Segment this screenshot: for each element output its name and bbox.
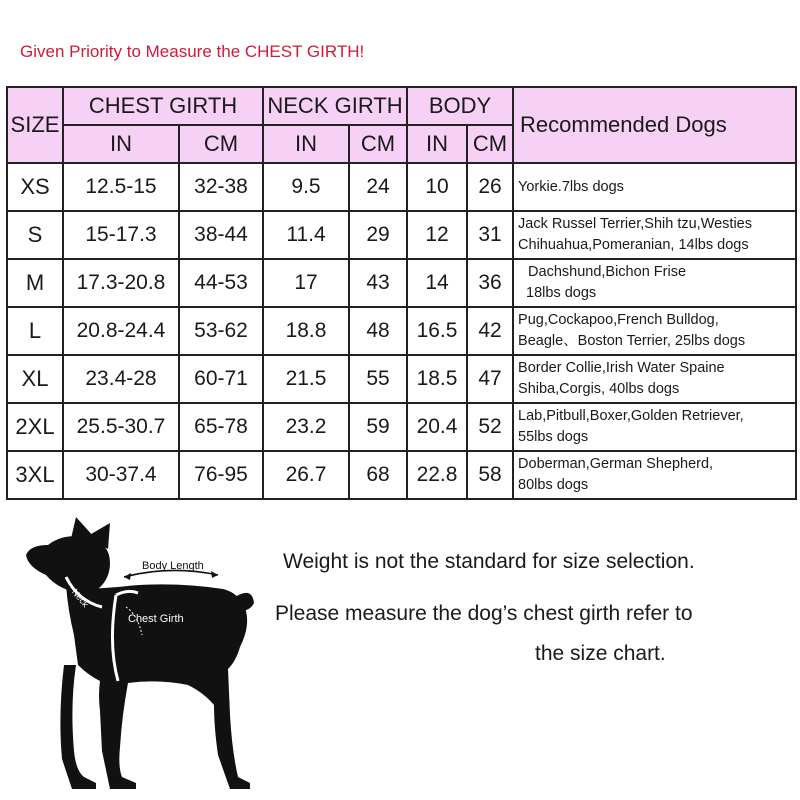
chest-in-cell: 15-17.3 — [63, 211, 179, 259]
recommended-dogs-cell — [513, 259, 796, 307]
chest-cm-cell: 76-95 — [179, 451, 263, 499]
neck-cm-cell: 48 — [349, 307, 407, 355]
header-chest-cm: CM — [179, 125, 263, 163]
size-cell: M — [7, 259, 63, 307]
chest-cm-cell: 38-44 — [179, 211, 263, 259]
neck-in-cell: 9.5 — [263, 163, 349, 211]
body-in-cell: 20.4 — [407, 403, 467, 451]
dog-silhouette-icon — [18, 515, 273, 795]
note-weight: Weight is not the standard for size selection. — [283, 550, 695, 573]
chest-cm-cell: 44-53 — [179, 259, 263, 307]
header-chest-girth: CHEST GIRTH — [63, 87, 263, 125]
table-row — [7, 355, 796, 403]
dogs-line-1: Jack Russel Terrier,Shih tzu,Westies — [518, 216, 752, 232]
table-row — [7, 259, 796, 307]
chest-cm-cell: 53-62 — [179, 307, 263, 355]
size-cell: 2XL — [7, 403, 63, 451]
neck-in-cell: 11.4 — [263, 211, 349, 259]
size-chart-table — [6, 86, 797, 500]
header-body-cm: CM — [467, 125, 513, 163]
body-cm-cell: 58 — [467, 451, 513, 499]
neck-in-cell: 21.5 — [263, 355, 349, 403]
body-in-cell: 22.8 — [407, 451, 467, 499]
body-cm-cell: 42 — [467, 307, 513, 355]
neck-in-cell: 17 — [263, 259, 349, 307]
table-row — [7, 307, 796, 355]
body-cm-cell: 26 — [467, 163, 513, 211]
table-row — [7, 403, 796, 451]
recommended-dogs-cell — [513, 307, 796, 355]
neck-in-cell: 26.7 — [263, 451, 349, 499]
size-cell: 3XL — [7, 451, 63, 499]
table-row — [7, 211, 796, 259]
header-recommended-dogs: Recommended Dogs — [513, 87, 796, 163]
header-size: SIZE — [7, 87, 63, 163]
body-cm-cell: 47 — [467, 355, 513, 403]
body-cm-cell: 31 — [467, 211, 513, 259]
body-in-cell: 18.5 — [407, 355, 467, 403]
recommended-dogs-cell — [513, 211, 796, 259]
neck-cm-cell: 55 — [349, 355, 407, 403]
priority-banner: Given Priority to Measure the CHEST GIRTH! — [20, 42, 365, 61]
chest-cm-cell: 65-78 — [179, 403, 263, 451]
neck-label: Neck — [69, 586, 91, 610]
dogs-line-1: Doberman,German Shepherd, — [518, 456, 714, 472]
dogs-line-1: Border Collie,Irish Water Spaine — [518, 360, 725, 376]
header-body-in: IN — [407, 125, 467, 163]
header-neck-girth: NECK GIRTH — [263, 87, 407, 125]
body-length-label: Body Length — [142, 560, 204, 572]
dogs-line-2: 18lbs dogs — [526, 285, 597, 301]
dogs-line-1: Pug,Cockapoo,French Bulldog, — [518, 312, 719, 328]
size-cell: L — [7, 307, 63, 355]
size-cell: XL — [7, 355, 63, 403]
neck-cm-cell: 24 — [349, 163, 407, 211]
dogs-line-2: Beagle、Boston Terrier, 25lbs dogs — [518, 333, 746, 349]
recommended-dogs-cell — [513, 451, 796, 499]
neck-cm-cell: 68 — [349, 451, 407, 499]
dogs-line-2: 80lbs dogs — [518, 477, 589, 493]
dogs-line-1: Yorkie.7lbs dogs — [518, 178, 624, 195]
dogs-line-1: Lab,Pitbull,Boxer,Golden Retriever, — [518, 408, 744, 424]
size-cell: S — [7, 211, 63, 259]
size-cell: XS — [7, 163, 63, 211]
dogs-line-2: Shiba,Corgis, 40lbs dogs — [518, 381, 680, 397]
body-in-cell: 12 — [407, 211, 467, 259]
table-row — [7, 451, 796, 499]
dogs-line-2: Chihuahua,Pomeranian, 14lbs dogs — [518, 237, 749, 253]
body-in-cell: 10 — [407, 163, 467, 211]
neck-cm-cell: 59 — [349, 403, 407, 451]
chest-in-cell: 23.4-28 — [63, 355, 179, 403]
chest-in-cell: 30-37.4 — [63, 451, 179, 499]
dogs-line-2: 55lbs dogs — [518, 429, 589, 445]
chest-cm-cell: 60-71 — [179, 355, 263, 403]
chest-in-cell: 17.3-20.8 — [63, 259, 179, 307]
body-cm-cell: 52 — [467, 403, 513, 451]
recommended-dogs-cell — [513, 163, 796, 211]
note-measure: Please measure the dog’s chest girth refer to — [275, 602, 693, 625]
body-cm-cell: 36 — [467, 259, 513, 307]
header-neck-in: IN — [263, 125, 349, 163]
neck-in-cell: 18.8 — [263, 307, 349, 355]
chest-girth-label: Chest Girth — [128, 613, 184, 625]
recommended-dogs-cell — [513, 403, 796, 451]
header-body: BODY — [407, 87, 513, 125]
body-in-cell: 16.5 — [407, 307, 467, 355]
header-chest-in: IN — [63, 125, 179, 163]
header-neck-cm: CM — [349, 125, 407, 163]
table-row — [7, 163, 796, 211]
dog-measurement-diagram — [18, 515, 273, 795]
neck-cm-cell: 43 — [349, 259, 407, 307]
neck-in-cell: 23.2 — [263, 403, 349, 451]
body-in-cell: 14 — [407, 259, 467, 307]
chest-in-cell: 25.5-30.7 — [63, 403, 179, 451]
note-size-chart: the size chart. — [535, 642, 666, 665]
dogs-line-1: Dachshund,Bichon Frise — [528, 264, 687, 280]
chest-in-cell: 12.5-15 — [63, 163, 179, 211]
chest-in-cell: 20.8-24.4 — [63, 307, 179, 355]
chest-cm-cell: 32-38 — [179, 163, 263, 211]
recommended-dogs-cell — [513, 355, 796, 403]
neck-cm-cell: 29 — [349, 211, 407, 259]
